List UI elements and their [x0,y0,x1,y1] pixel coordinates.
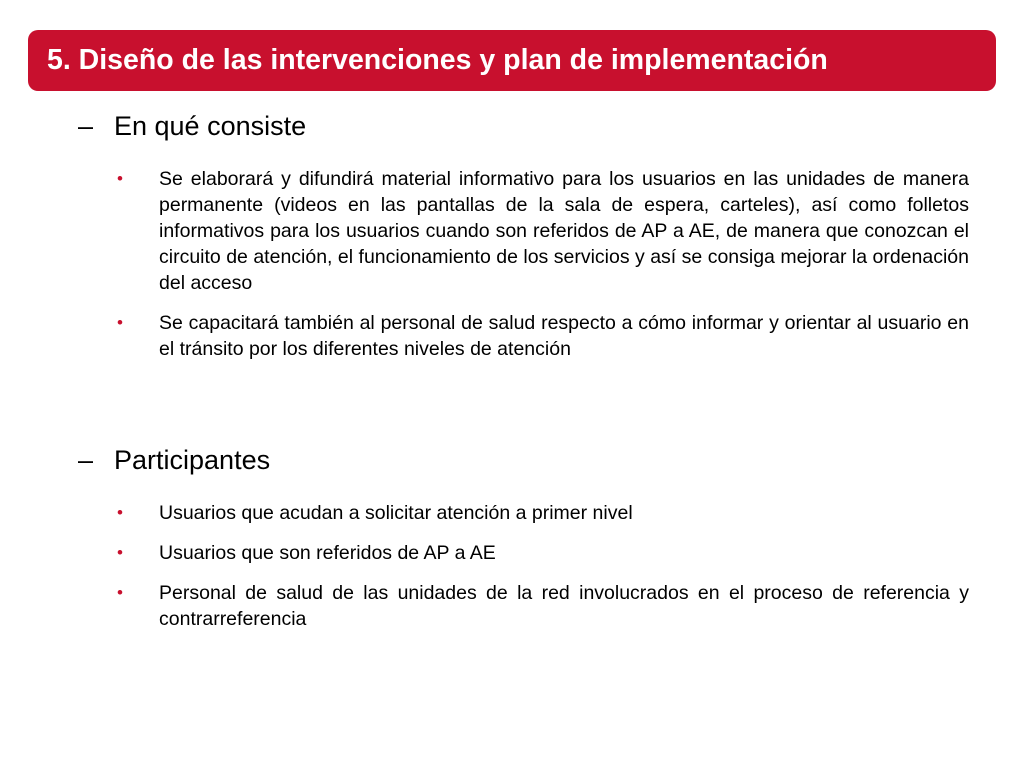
bullet-list-en-que-consiste [117,166,969,376]
bullet-icon: • [117,543,123,562]
section-heading-text: En qué consiste [114,111,307,141]
dash-marker: – [78,111,94,141]
bullet-icon: • [117,169,123,188]
bullet-text: Personal de salud de las unidades de la red involucrados en el proceso de referencia y contrarreferencia [159,582,969,630]
title-bar [28,30,996,91]
section-heading-text: Participantes [114,445,271,475]
list-item [117,580,969,632]
section-en-que-consiste [78,110,978,142]
bullet-icon: • [117,583,123,602]
section-participantes [78,444,978,476]
list-item [117,540,969,566]
bullet-text: Se capacitará también al personal de salud respecto a cómo informar y orientar al usuario en el tránsito por los diferentes niveles de atención [159,312,969,360]
bullet-icon: • [117,503,123,522]
bullet-list-participantes [117,500,969,646]
slide-title: 5. Diseño de las intervenciones y plan de implementación [47,44,828,76]
section-heading [78,444,978,476]
bullet-text: Usuarios que son referidos de AP a AE [159,542,496,564]
bullet-icon: • [117,313,123,332]
section-heading [78,110,978,142]
dash-marker: – [78,445,94,475]
list-item [117,310,969,362]
bullet-text: Se elaborará y difundirá material informativo para los usuarios en las unidades de manera permanente (videos en las pantallas de la sala de espera, carteles), así como folletos informativos para los usuarios cuando son referidos de AP a AE, de manera que conozcan el circuito de atención, el funcionamiento de los servicios y así se consiga mejorar la ordenación del acceso [159,168,969,294]
list-item [117,500,969,526]
list-item [117,166,969,296]
bullet-text: Usuarios que acudan a solicitar atención a primer nivel [159,502,633,524]
